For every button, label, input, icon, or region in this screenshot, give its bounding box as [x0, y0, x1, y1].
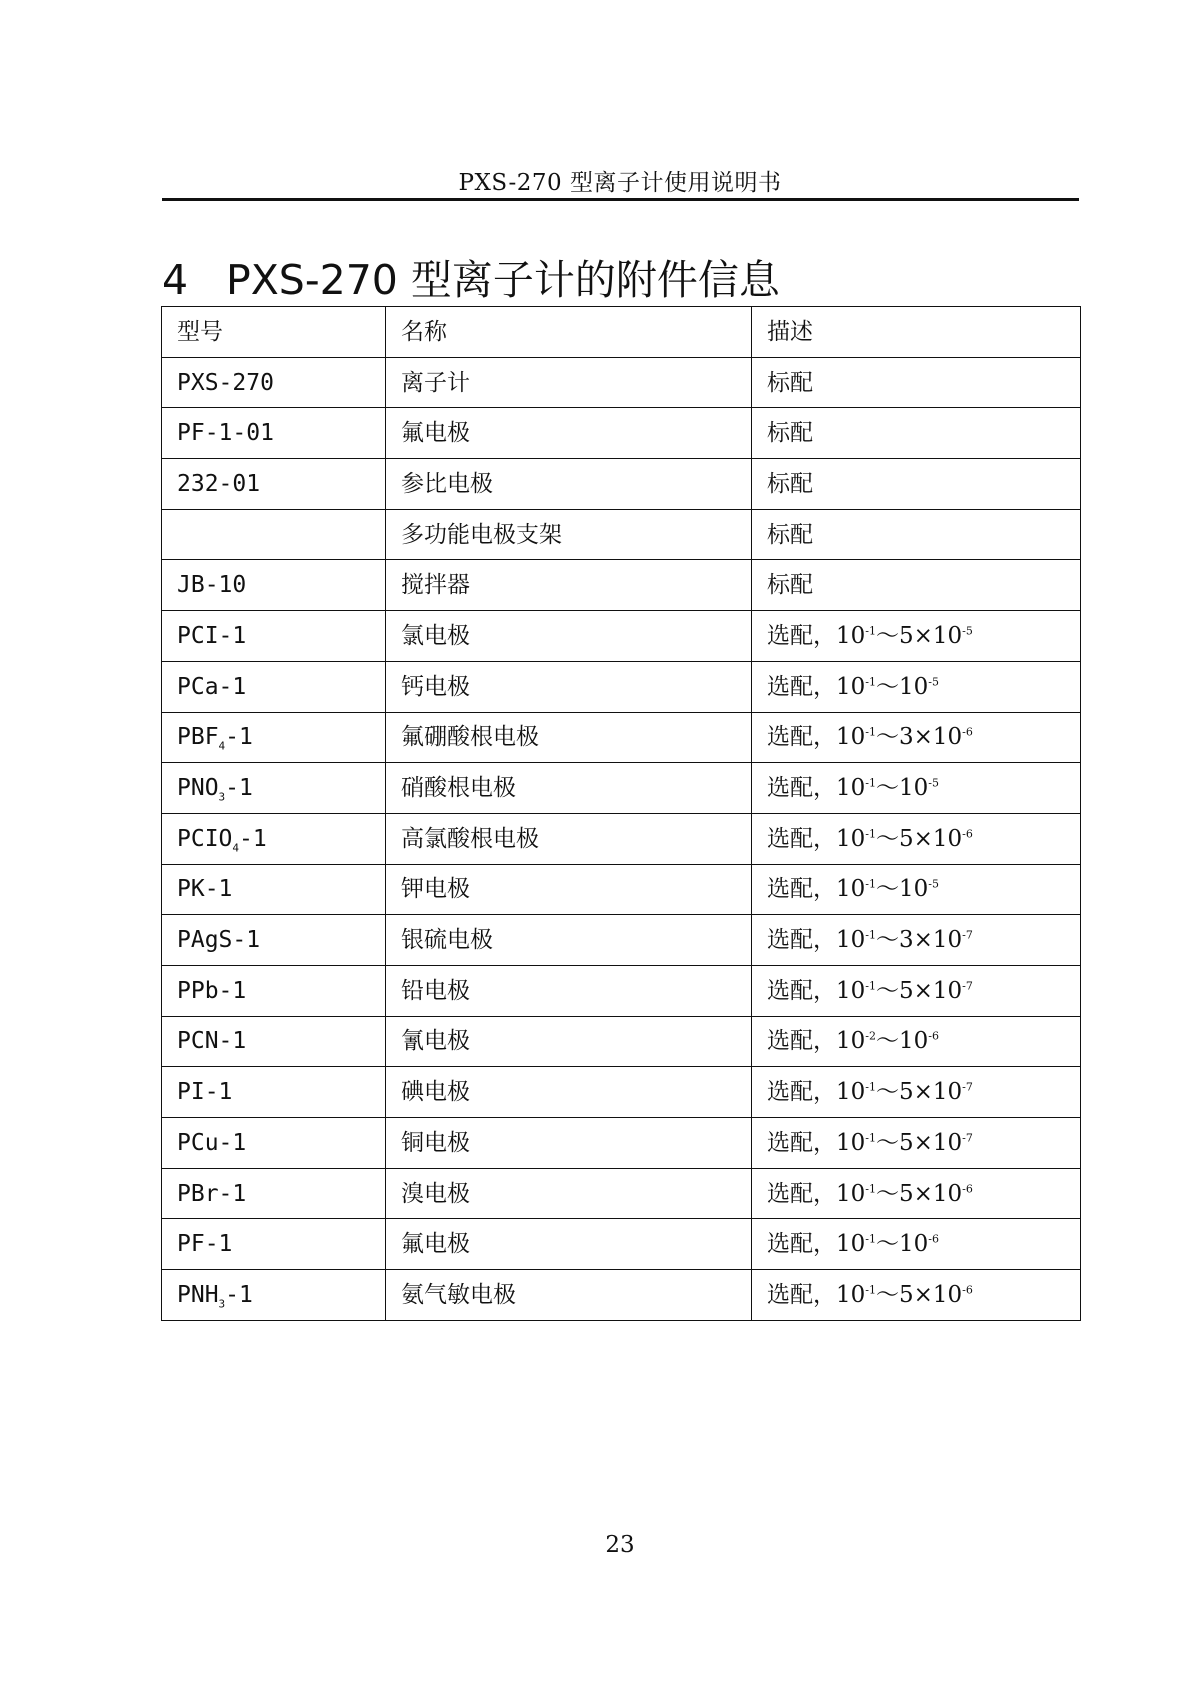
cell-model: [162, 712, 386, 763]
range-start: 10: [836, 825, 866, 852]
range-end: 10: [899, 775, 929, 802]
cell-name: 碘电极: [386, 1067, 752, 1118]
description-label: 选配，: [767, 1129, 836, 1156]
range-separator: ～: [876, 1079, 899, 1106]
range-separator: ～: [876, 673, 899, 700]
model-text: PCIO: [177, 825, 233, 852]
cell-description: [752, 763, 1081, 814]
section-heading: [162, 254, 780, 306]
range-separator: ～: [876, 1028, 899, 1055]
range-start: 10: [836, 1129, 866, 1156]
cell-name: 参比电极: [386, 459, 752, 510]
table-row: [162, 611, 1081, 662]
cell-model: [162, 1016, 386, 1067]
range-end-exponent: -6: [962, 1283, 973, 1297]
table-row: [162, 965, 1081, 1016]
table-row: [162, 1067, 1081, 1118]
cell-name: 铅电极: [386, 965, 752, 1016]
model-text: PAgS-1: [177, 927, 261, 954]
accessories-table: [161, 306, 1081, 1321]
table-row: [162, 509, 1081, 560]
model-suffix: -1: [225, 775, 253, 802]
cell-description: [752, 357, 1081, 408]
description-label: 标配: [767, 369, 813, 396]
cell-name: 银硫电极: [386, 915, 752, 966]
cell-name: 硝酸根电极: [386, 763, 752, 814]
range-end-exponent: -6: [928, 1029, 939, 1043]
model-subscript: 3: [218, 1297, 226, 1311]
model-text: PK-1: [177, 876, 233, 903]
header-cell-model: 型号: [162, 307, 386, 358]
cell-name: 氟硼酸根电极: [386, 712, 752, 763]
table-row: [162, 915, 1081, 966]
range-end: 5×10: [899, 1180, 963, 1207]
range-end-exponent: -5: [928, 776, 939, 790]
range-start: 10: [836, 1028, 866, 1055]
table-row: [162, 459, 1081, 510]
description-label: 选配，: [767, 1028, 836, 1055]
range-separator: ～: [876, 724, 899, 751]
cell-model: [162, 763, 386, 814]
table-header-row: [162, 307, 1081, 358]
table-row: [162, 763, 1081, 814]
description-label: 标配: [767, 572, 813, 599]
cell-model: [162, 1270, 386, 1321]
cell-name: 氯电极: [386, 611, 752, 662]
range-start-exponent: -1: [865, 675, 876, 688]
header-rule: [162, 198, 1079, 201]
range-start-exponent: -1: [865, 827, 876, 841]
range-end: 5×10: [899, 825, 963, 852]
cell-description: [752, 1168, 1081, 1219]
range-end: 10: [899, 1028, 929, 1055]
range-start-exponent: -1: [865, 725, 876, 739]
cell-description: [752, 1118, 1081, 1169]
description-label: 标配: [767, 470, 813, 497]
cell-description: [752, 560, 1081, 611]
range-start-exponent: -1: [865, 1283, 876, 1297]
section-title: PXS-270 型离子计的附件信息: [226, 256, 780, 304]
accessories-table-body: [162, 307, 1081, 1321]
cell-model: [162, 915, 386, 966]
cell-model: [162, 1067, 386, 1118]
cell-model: [162, 1168, 386, 1219]
range-separator: ～: [876, 977, 899, 1004]
cell-name: 氨气敏电极: [386, 1270, 752, 1321]
cell-model: [162, 509, 386, 560]
cell-description: [752, 712, 1081, 763]
table-row: [162, 864, 1081, 915]
cell-name: 钾电极: [386, 864, 752, 915]
cell-model: [162, 1118, 386, 1169]
cell-name: 离子计: [386, 357, 752, 408]
table-row: [162, 1016, 1081, 1067]
cell-description: [752, 813, 1081, 864]
range-end: 5×10: [899, 1281, 963, 1308]
model-text: PF-1-01: [177, 420, 274, 447]
description-label: 选配，: [767, 724, 836, 751]
model-subscript: 4: [218, 739, 226, 753]
description-label: 选配，: [767, 673, 836, 700]
description-label: 选配，: [767, 775, 836, 802]
cell-name: 搅拌器: [386, 560, 752, 611]
range-start-exponent: -1: [865, 1232, 876, 1246]
cell-model: [162, 459, 386, 510]
range-end-exponent: -7: [962, 979, 973, 993]
range-start: 10: [836, 977, 866, 1004]
model-text: 232-01: [177, 470, 261, 497]
range-start-exponent: -1: [865, 928, 876, 942]
model-text: PF-1: [177, 1231, 233, 1258]
description-label: 选配，: [767, 622, 836, 649]
cell-name: 溴电极: [386, 1168, 752, 1219]
cell-description: [752, 408, 1081, 459]
cell-description: [752, 864, 1081, 915]
model-text: PI-1: [177, 1079, 233, 1106]
range-end: 5×10: [899, 1129, 963, 1156]
table-row: [162, 1168, 1081, 1219]
range-start-exponent: -1: [865, 624, 876, 638]
range-separator: ～: [876, 1281, 899, 1308]
cell-model: [162, 864, 386, 915]
model-suffix: -1: [239, 825, 267, 852]
model-subscript: 4: [232, 841, 240, 855]
range-end: 3×10: [899, 724, 963, 751]
model-text: PNO: [177, 775, 219, 802]
page-number: 23: [605, 1532, 635, 1558]
running-header: PXS-270 型离子计使用说明书: [458, 170, 782, 196]
cell-name: 多功能电极支架: [386, 509, 752, 560]
range-end-exponent: -7: [962, 1080, 973, 1094]
section-number: 4: [162, 256, 189, 304]
description-label: 选配，: [767, 1281, 836, 1308]
description-label: 选配，: [767, 977, 836, 1004]
model-text: PCa-1: [177, 673, 247, 700]
cell-model: [162, 408, 386, 459]
table-row: [162, 1219, 1081, 1270]
cell-model: [162, 813, 386, 864]
range-end: 3×10: [899, 927, 963, 954]
header-cell-description: 描述: [752, 307, 1081, 358]
range-start-exponent: -1: [865, 979, 876, 993]
model-text: PBr-1: [177, 1180, 247, 1207]
range-end: 10: [899, 876, 929, 903]
model-text: PPb-1: [177, 977, 247, 1004]
range-end-exponent: -6: [928, 1232, 939, 1246]
description-label: 选配，: [767, 1079, 836, 1106]
table-row: [162, 408, 1081, 459]
description-label: 标配: [767, 420, 813, 447]
cell-description: [752, 1016, 1081, 1067]
cell-description: [752, 1219, 1081, 1270]
range-start-exponent: -1: [865, 776, 876, 790]
range-end-exponent: -6: [962, 827, 973, 841]
table-row: [162, 661, 1081, 712]
range-separator: ～: [876, 876, 899, 903]
table-row: [162, 1270, 1081, 1321]
cell-description: [752, 509, 1081, 560]
range-separator: ～: [876, 1129, 899, 1156]
table-row: [162, 560, 1081, 611]
range-start: 10: [836, 1231, 866, 1258]
cell-model: [162, 1219, 386, 1270]
range-start: 10: [836, 1281, 866, 1308]
cell-model: [162, 560, 386, 611]
range-start: 10: [836, 1180, 866, 1207]
range-end: 10: [899, 673, 929, 700]
description-label: 选配，: [767, 876, 836, 903]
range-end-exponent: -5: [928, 675, 939, 688]
range-end-exponent: -6: [962, 1181, 973, 1195]
model-text: JB-10: [177, 572, 247, 599]
header-cell-name: 名称: [386, 307, 752, 358]
cell-name: 氰电极: [386, 1016, 752, 1067]
range-start-exponent: -1: [865, 1181, 876, 1195]
description-label: 选配，: [767, 1231, 836, 1258]
range-end: 5×10: [899, 977, 963, 1004]
range-start: 10: [836, 673, 866, 700]
range-start-exponent: -1: [865, 1131, 876, 1145]
range-separator: ～: [876, 1231, 899, 1258]
model-text: PCI-1: [177, 622, 247, 649]
table-row: [162, 357, 1081, 408]
range-end-exponent: -7: [962, 1131, 973, 1145]
range-separator: ～: [876, 775, 899, 802]
range-end: 5×10: [899, 1079, 963, 1106]
description-label: 选配，: [767, 1180, 836, 1207]
cell-name: 氟电极: [386, 1219, 752, 1270]
cell-model: [162, 611, 386, 662]
range-end-exponent: -7: [962, 928, 973, 942]
range-start: 10: [836, 724, 866, 751]
cell-description: [752, 965, 1081, 1016]
cell-name: 高氯酸根电极: [386, 813, 752, 864]
table-row: [162, 712, 1081, 763]
cell-description: [752, 1270, 1081, 1321]
cell-name: 铜电极: [386, 1118, 752, 1169]
model-text: PCN-1: [177, 1028, 247, 1055]
table-row: [162, 1118, 1081, 1169]
range-end: 5×10: [899, 622, 963, 649]
cell-description: [752, 1067, 1081, 1118]
cell-description: [752, 611, 1081, 662]
cell-description: [752, 661, 1081, 712]
table-row: [162, 813, 1081, 864]
range-start-exponent: -2: [865, 1029, 876, 1043]
range-end-exponent: -5: [928, 877, 939, 891]
range-start: 10: [836, 1079, 866, 1106]
range-start: 10: [836, 775, 866, 802]
model-subscript: 3: [218, 790, 226, 804]
range-start-exponent: -1: [865, 1080, 876, 1094]
range-start: 10: [836, 927, 866, 954]
cell-model: [162, 357, 386, 408]
model-text: PCu-1: [177, 1129, 247, 1156]
range-start: 10: [836, 876, 866, 903]
cell-name: 钙电极: [386, 661, 752, 712]
range-end: 10: [899, 1231, 929, 1258]
description-label: 选配，: [767, 825, 836, 852]
range-separator: ～: [876, 927, 899, 954]
range-start-exponent: -1: [865, 877, 876, 891]
range-end-exponent: -5: [962, 624, 973, 638]
range-separator: ～: [876, 622, 899, 649]
cell-description: [752, 459, 1081, 510]
cell-model: [162, 965, 386, 1016]
model-text: PBF: [177, 724, 219, 751]
model-suffix: -1: [225, 724, 253, 751]
range-separator: ～: [876, 1180, 899, 1207]
range-separator: ～: [876, 825, 899, 852]
cell-model: [162, 661, 386, 712]
cell-description: [752, 915, 1081, 966]
model-text: PXS-270: [177, 369, 274, 396]
model-text: PNH: [177, 1281, 219, 1308]
description-label: 选配，: [767, 927, 836, 954]
model-suffix: -1: [225, 1281, 253, 1308]
description-label: 标配: [767, 521, 813, 548]
cell-name: 氟电极: [386, 408, 752, 459]
range-end-exponent: -6: [962, 725, 973, 739]
range-start: 10: [836, 622, 866, 649]
